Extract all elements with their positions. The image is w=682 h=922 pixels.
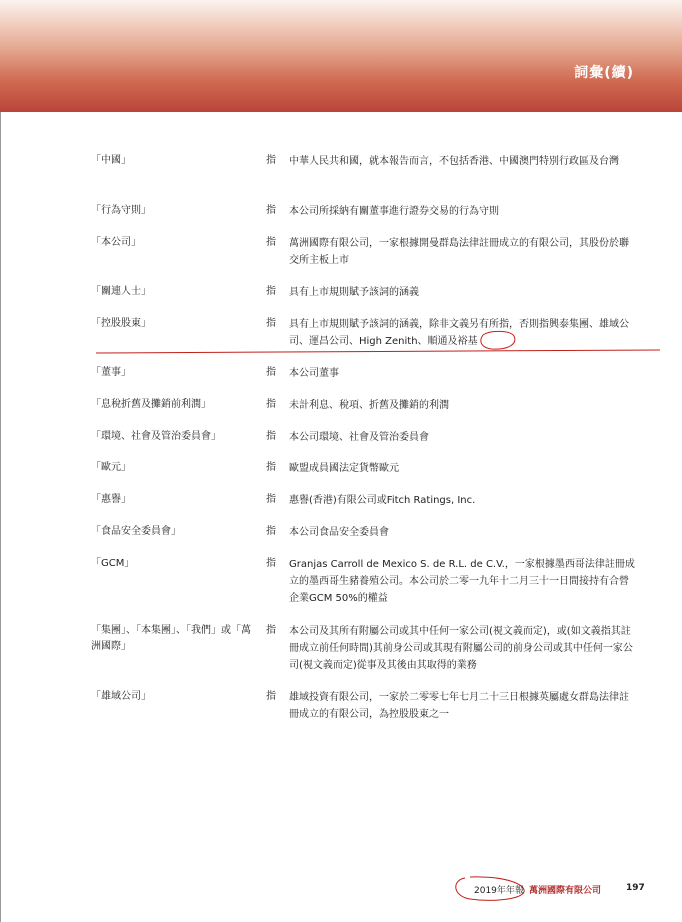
entry-term: 「食品安全委員會」: [91, 526, 181, 537]
entry-term: 「環境、社會及管治委員會」: [91, 431, 221, 442]
page-title: 詞彙(續): [574, 65, 634, 81]
entry-marker: 指: [266, 494, 276, 505]
footer-company-name: 萬洲國際有限公司: [529, 886, 602, 896]
entry-marker: 指: [266, 431, 276, 442]
entry-marker: 指: [266, 205, 276, 216]
entry-marker: 指: [266, 526, 276, 537]
entry-definition: 本公司環境、社會及管治委員會: [289, 432, 429, 443]
entry-definition: Granjas Carroll de Mexico S. de R.L. de C.V.，一家根據墨西哥法律註冊成立的墨西哥生豬養殖公司。本公司於二零一九年十二月三十一日間接持有合營企業GCM 50%的權益: [289, 559, 635, 604]
entry-marker: 指: [266, 399, 276, 410]
entry-definition: 中華人民共和國，就本報告而言，不包括香港、中國澳門特別行政區及台灣: [289, 156, 619, 167]
entry-definition: 未計利息、稅項、折舊及攤銷的利潤: [289, 400, 449, 411]
entry-term: 「關連人士」: [91, 286, 151, 297]
entry-marker: 指: [266, 155, 276, 166]
entry-term: 「集團」、「本集團」、「我們」或「萬洲國際」: [91, 625, 251, 652]
entry-term: 「董事」: [91, 367, 131, 378]
entry-marker: 指: [266, 286, 276, 297]
entry-term: 「歐元」: [91, 462, 131, 473]
entry-term: 「息稅折舊及攤銷前利潤」: [91, 399, 211, 410]
entry-marker: 指: [266, 318, 276, 329]
entry-marker: 指: [266, 367, 276, 378]
entry-marker: 指: [266, 237, 276, 248]
entry-term: 「惠譽」: [91, 494, 131, 505]
entry-term: 「GCM」: [91, 558, 135, 569]
entry-marker: 指: [266, 558, 276, 569]
entry-definition: 本公司及其所有附屬公司或其中任何一家公司(視文義而定)，或(如文義指其註冊成立前任何時間)其前身公司或其現有附屬公司的前身公司或其中任何一家公司(視文義而定)從事及其後由其取得的業務: [289, 626, 633, 671]
entry-marker: 指: [266, 625, 276, 636]
entry-marker: 指: [266, 691, 276, 702]
entry-term: 「中國」: [91, 155, 131, 166]
entry-definition: 惠譽(香港)有限公司或Fitch Ratings, Inc.: [289, 495, 476, 506]
footer-report-year: 2019年年報: [474, 886, 524, 896]
entry-definition: 具有上市規則賦予該詞的涵義，除非文義另有所指，否則指興泰集團、雄域公司、運昌公司、High Zenith、順通及裕基: [289, 319, 629, 347]
entry-term: 「行為守則」: [91, 205, 151, 216]
entry-definition: 雄域投資有限公司，一家於二零零七年七月二十三日根據英屬處女群島法律註冊成立的有限公司，為控股股東之一: [289, 692, 629, 720]
entry-definition: 本公司食品安全委員會: [289, 527, 389, 538]
entry-definition: 萬洲國際有限公司，一家根據開曼群島法律註冊成立的有限公司，其股份於聯交所主板上市: [289, 238, 629, 266]
entry-definition: 本公司所採納有關董事進行證券交易的行為守則: [289, 206, 499, 217]
entry-term: 「控股股東」: [91, 318, 151, 329]
entry-definition: 本公司董事: [289, 368, 339, 379]
entry-definition: 具有上市規則賦予該詞的涵義: [289, 287, 419, 298]
page-number: 197: [626, 883, 645, 893]
entry-term: 「雄域公司」: [91, 691, 151, 702]
entry-term: 「本公司」: [91, 237, 141, 248]
entry-definition: 歐盟成員國法定貨幣歐元: [289, 463, 399, 474]
entry-marker: 指: [266, 462, 276, 473]
